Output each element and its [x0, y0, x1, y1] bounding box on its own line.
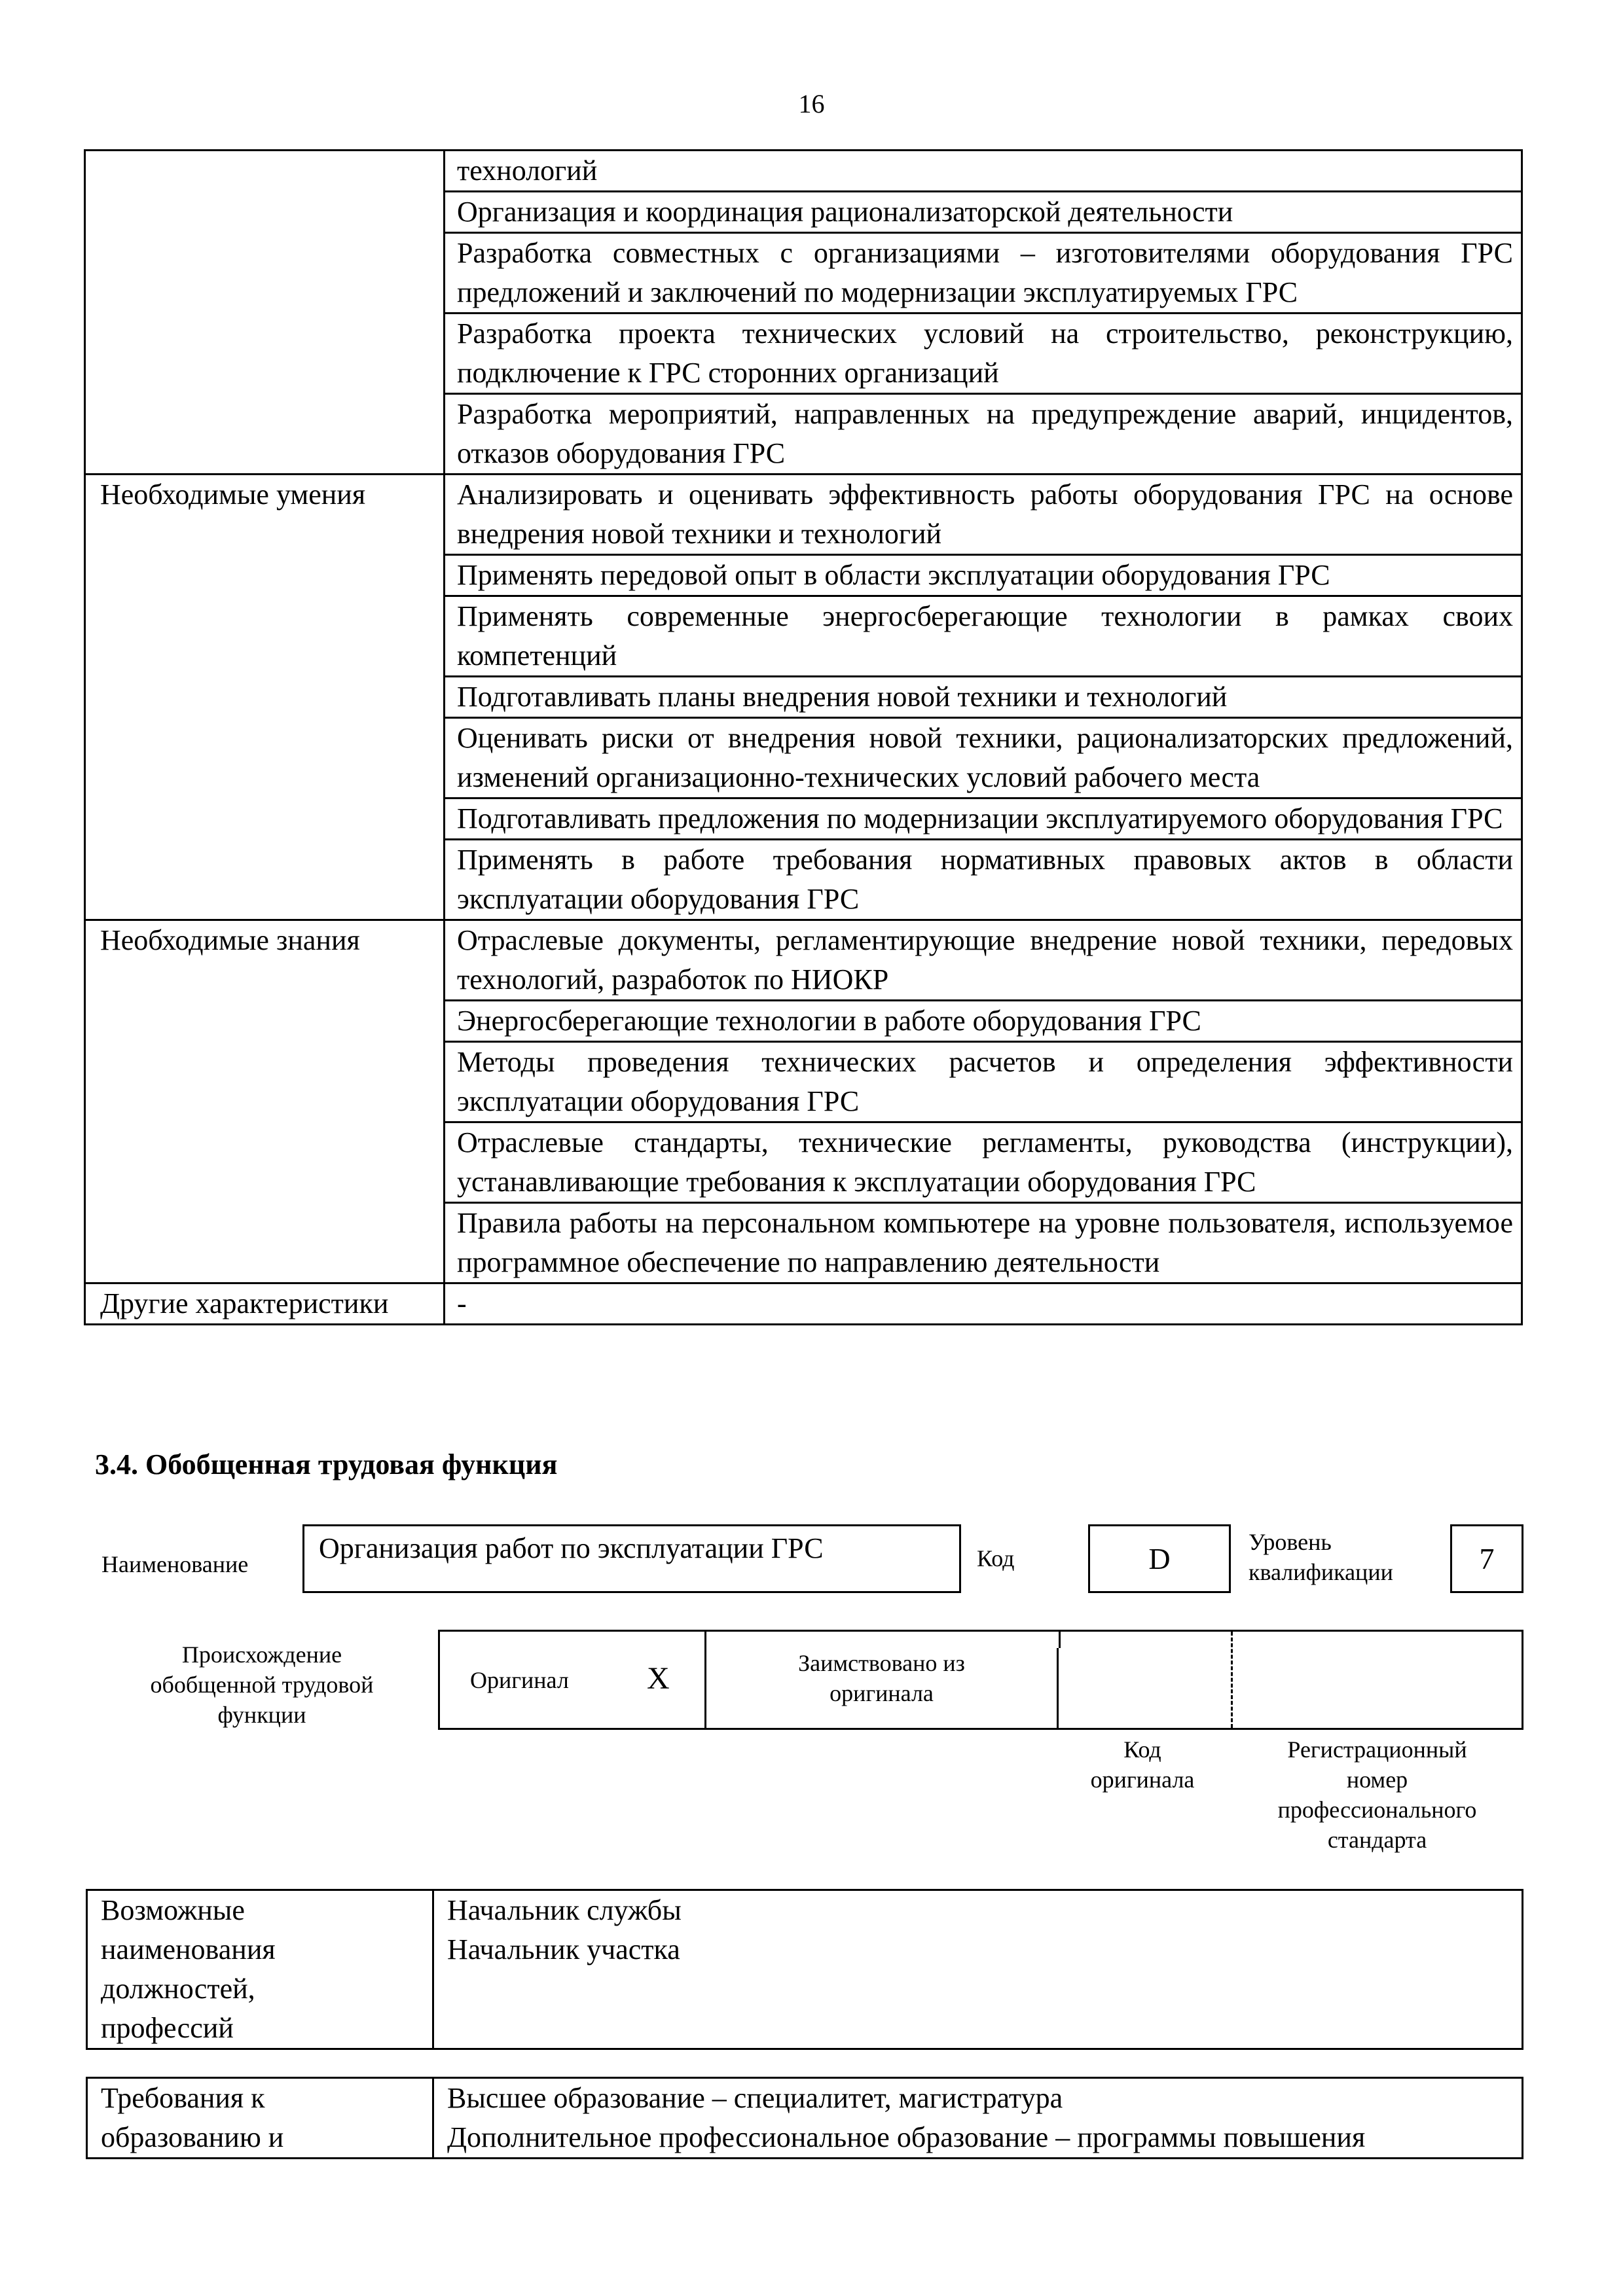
table-cell: Методы проведения технических расчетов и определения эффективности эксплуатации оборудования ГРС — [445, 1042, 1522, 1122]
section-heading: 3.4. Обобщенная трудовая функция — [95, 1448, 558, 1480]
table-row — [87, 1890, 1523, 2049]
origin-box — [438, 1630, 1523, 1730]
reg-number-caption — [1231, 1734, 1523, 1855]
page-number: 16 — [798, 89, 825, 118]
table-cell: Оценивать риски от внедрения новой техники, рационализаторских предложений, изменений организационно-технических условий рабочего места — [445, 718, 1522, 798]
education-item: Высшее образование – специалитет, магистратура — [447, 2082, 1063, 2114]
education-label — [87, 2078, 433, 2159]
caption-line: Код — [1123, 1736, 1161, 1763]
position-item: Начальник службы — [447, 1894, 682, 1926]
original-cell — [440, 1632, 706, 1728]
borrowed-label-line: Заимствовано из — [798, 1650, 965, 1676]
table-cell: Подготавливать планы внедрения новой техники и технологий — [445, 677, 1522, 718]
caption-line: Регистрационный — [1287, 1736, 1467, 1763]
positions-label — [87, 1890, 433, 2049]
table-cell: Энергосберегающие технологии в работе оборудования ГРС — [445, 1001, 1522, 1042]
table-row — [85, 920, 1522, 1001]
level-value: 7 — [1479, 1542, 1495, 1575]
row-label-other: Другие характеристики — [85, 1283, 445, 1325]
name-box — [302, 1524, 961, 1593]
table-cell: Отраслевые стандарты, технические регламенты, руководства (инструкции), устанавливающие требования к эксплуатации оборудования ГРС — [445, 1122, 1522, 1203]
positions-values — [433, 1890, 1523, 2049]
borrowed-cell — [706, 1648, 1059, 1728]
code-value: D — [1148, 1542, 1171, 1575]
competency-table — [84, 149, 1523, 1325]
table-cell: Организация и координация рационализаторской деятельности — [445, 192, 1522, 233]
label-line: должностей, — [101, 1973, 255, 2005]
table-cell: Разработка совместных с организациями – изготовителями оборудования ГРС предложений и заключений по модернизации эксплуатируемых ГРС — [445, 233, 1522, 314]
education-item: Дополнительное профессиональное образование – программы повышения — [447, 2121, 1366, 2153]
label-line: образованию и — [101, 2121, 284, 2153]
table-row — [85, 151, 1522, 192]
code-box — [1088, 1524, 1231, 1593]
origin-label-line: функции — [217, 1702, 306, 1728]
name-value: Организация работ по эксплуатации ГРС — [319, 1532, 824, 1564]
level-label-line: квалификации — [1249, 1559, 1393, 1585]
table-cell: - — [445, 1283, 1522, 1325]
label-line: наименования — [101, 1933, 276, 1965]
table-cell: Разработка проекта технических условий на строительство, реконструкцию, подключение к ГРС сторонних организаций — [445, 314, 1522, 394]
table-cell: Анализировать и оценивать эффективность работы оборудования ГРС на основе внедрения новой техники и технологий — [445, 475, 1522, 555]
label-line: Возможные — [101, 1894, 245, 1926]
level-label-line: Уровень — [1249, 1529, 1332, 1555]
table-row — [85, 475, 1522, 555]
label-line: Требования к — [101, 2082, 265, 2114]
level-label — [1249, 1527, 1393, 1587]
table-cell: Отраслевые документы, регламентирующие внедрение новой техники, передовых технологий, разработок по НИОКР — [445, 920, 1522, 1001]
education-table — [86, 2077, 1523, 2159]
table-cell: Правила работы на персональном компьютере на уровне пользователя, используемое программное обеспечение по направлению деятельности — [445, 1203, 1522, 1283]
level-box — [1450, 1524, 1523, 1593]
name-label: Наименование — [101, 1551, 249, 1577]
divider — [1059, 1632, 1061, 1648]
original-mark: X — [647, 1661, 670, 1696]
table-cell: Разработка мероприятий, направленных на предупреждение аварий, инцидентов, отказов оборудования ГРС — [445, 394, 1522, 475]
origin-label-line: обобщенной трудовой — [150, 1672, 374, 1698]
label-line: профессий — [101, 2012, 234, 2044]
divider — [1231, 1632, 1233, 1728]
caption-line: номер — [1346, 1767, 1408, 1793]
origin-label — [111, 1640, 412, 1730]
code-original-caption — [1057, 1734, 1228, 1795]
education-values — [433, 2078, 1523, 2159]
table-row — [87, 2078, 1523, 2159]
table-cell: технологий — [445, 151, 1522, 192]
position-item: Начальник участка — [447, 1933, 680, 1965]
table-cell: Применять передовой опыт в области эксплуатации оборудования ГРС — [445, 555, 1522, 596]
table-cell: Подготавливать предложения по модернизации эксплуатируемого оборудования ГРС — [445, 798, 1522, 840]
table-cell: Применять в работе требования нормативных правовых актов в области эксплуатации оборудования ГРС — [445, 840, 1522, 920]
caption-line: оригинала — [1090, 1767, 1195, 1793]
caption-line: профессионального — [1277, 1797, 1477, 1823]
row-label — [85, 151, 445, 475]
row-label-knowledge: Необходимые знания — [85, 920, 445, 1283]
caption-line: стандарта — [1327, 1827, 1427, 1853]
origin-label-line: Происхождение — [181, 1641, 342, 1668]
borrowed-label-line: оригинала — [830, 1680, 934, 1706]
code-label: Код — [977, 1545, 1015, 1571]
original-label: Оригинал — [470, 1667, 569, 1693]
table-cell: Применять современные энергосберегающие технологии в рамках своих компетенций — [445, 596, 1522, 677]
row-label-skills: Необходимые умения — [85, 475, 445, 920]
positions-table — [86, 1889, 1523, 2050]
table-row — [85, 1283, 1522, 1325]
